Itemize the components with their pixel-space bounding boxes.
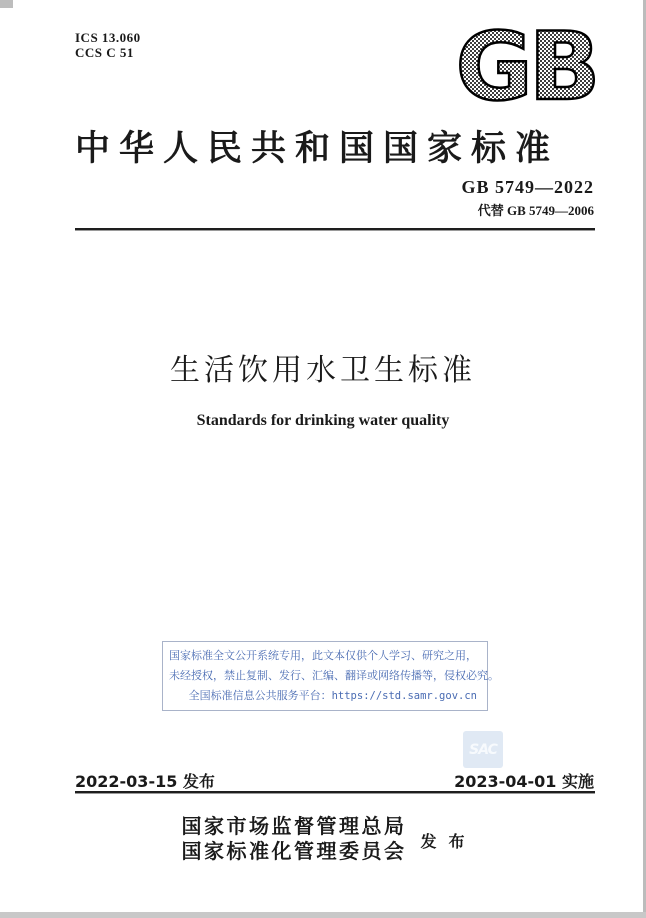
notice-line-3: [169, 686, 477, 706]
replaces-note: 代替 GB 5749—2006: [477, 203, 594, 218]
notice-platform-label: 全国标准信息公共服务平台：: [188, 690, 332, 702]
scan-edge-top-left: [0, 0, 13, 8]
standard-number: GB 5749—2022: [461, 177, 594, 197]
notice-line-1: 国家标准全文公开系统专用，此文本仅供个人学习、研究之用，: [169, 650, 477, 662]
notice-platform-url: https://std.samr.gov.cn: [331, 690, 477, 702]
copyright-notice-box: [162, 641, 499, 711]
gb-logo: [448, 24, 604, 113]
issue-date: 2022-03-15 发布: [75, 772, 215, 791]
ccs-code: CCS C 51: [75, 45, 134, 60]
sac-watermark: SAC: [463, 731, 503, 768]
implementation-date: 2023-04-01 实施: [454, 772, 594, 791]
ics-code: ICS 13.060: [75, 30, 141, 45]
header-rule: [75, 228, 595, 230]
page-title: 中华人民共和国国家标准: [75, 129, 560, 168]
document-title-en: Standards for drinking water quality: [196, 412, 450, 429]
publisher-names: [181, 815, 406, 865]
publisher-line-2: 国家标准化管理委员会: [181, 841, 407, 863]
publisher-line-1: 国家市场监督管理总局: [181, 816, 407, 838]
publisher-block: [0, 815, 646, 865]
footer-rule: [75, 791, 595, 793]
publish-label: 发布: [420, 833, 477, 851]
scan-edge-bottom: [0, 912, 646, 918]
notice-line-2: 未经授权，禁止复制、发行、汇编、翻译或网络传播等，侵权必究。: [169, 670, 499, 682]
gb-logo-text: GB: [455, 24, 597, 108]
classification-codes: [75, 30, 141, 60]
document-title-cn: 生活饮用水卫生标准: [170, 353, 476, 388]
